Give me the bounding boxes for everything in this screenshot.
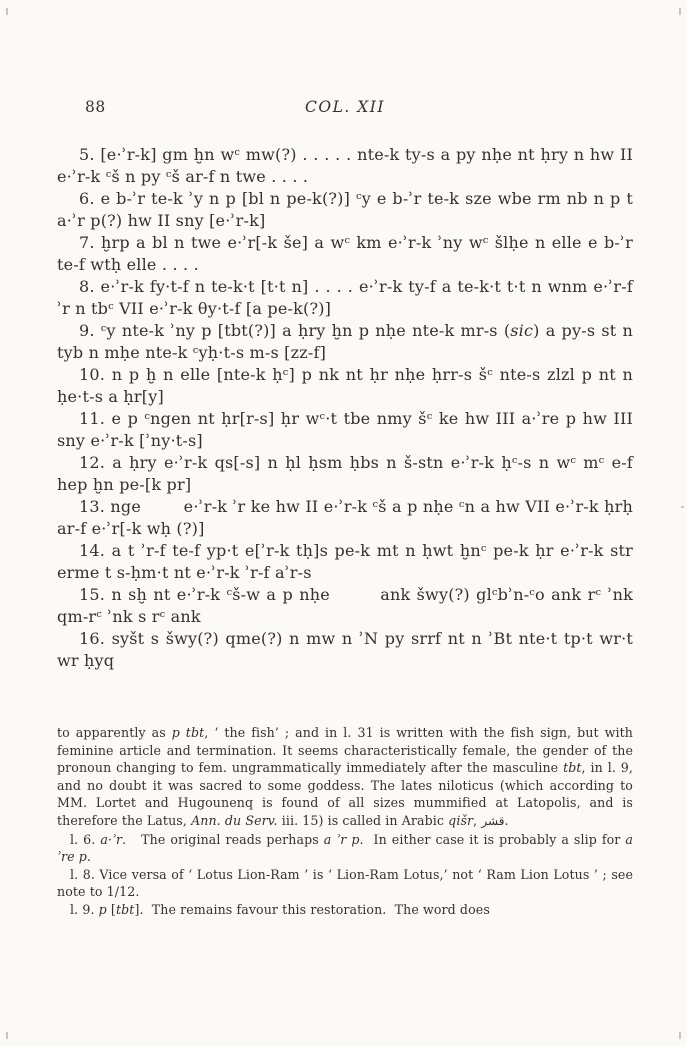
transliteration-block (57, 144, 633, 672)
transliteration-line-5: 5. [e·ʾr-k] gm ḫn wᶜ mw(?) . . . . . nte-k ty-s a py nḥe nt ḥry n hw II e·ʾr-k ᶜš n py ᶜš ar-f n twe . . . . (57, 145, 633, 186)
transliteration-line-7: 7. ḫrp a bl n twe e·ʾr[-k še] a wᶜ km e·ʾr-k ʾny wᶜ šlḥe n elle e b-ʾr te-f wtḥ elle . . . . (57, 233, 633, 274)
footnote-continuation: to apparently as p tbt, ‘ the fish’ ; and in l. 31 is written with the fish sign, but with feminine article and termination. It seems characteristically female, the gender of the pronoun changing to fem. ungrammatically immediately after the masculine tbt, in l. 9, and no doubt it was sacred to some goddess. The lates niloticus (which according to MM. Lortet and Hugounenq is found of all sizes mummified at Latopolis, and is therefore the Latus, Ann. du Serv. iii. 15) is called in Arabic qišr, قشر. (57, 725, 634, 828)
scan-mark-right-middle (681, 506, 684, 508)
transliteration-line-13: 13. nge e·ʾr-k ʾr ke hw II e·ʾr-k ᶜš a p nḥe ᶜn a hw VII e·ʾr-k ḥrḥ ar-f e·ʾr[-k wḥ (?)] (57, 497, 633, 538)
scan-mark-bottom-right (679, 1032, 681, 1039)
transliteration-line-10: 10. n p ḫ n elle [nte-k ḥᶜ] p nk nt ḥr nḥe ḥrr-s šᶜ nte-s zlzl p nt n ḥe·t-s a ḥr[y] (57, 365, 633, 406)
footnotes-block (57, 724, 633, 919)
transliteration-line-9: 9. ᶜy nte-k ʾny p [tbt(?)] a ḥry ḫn p nḥe nte-k mr-s (sic) a py-s st n tyb n mḥe nte-k ᶜyḥ·t-s m-s [zz-f] (57, 321, 633, 362)
scan-mark-top-left (6, 8, 8, 15)
scan-mark-top-right (679, 8, 681, 15)
page-number: 88 (85, 98, 106, 116)
column-header: COL. XII (305, 98, 385, 116)
transliteration-line-15: 15. n sḫ nt e·ʾr-k ᶜš-w a p nḥe ank šwy(?) glᶜbʾn-ᶜo ank rᶜ ʾnk qm-rᶜ ʾnk s rᶜ ank (57, 585, 633, 626)
transliteration-line-14: 14. a t ʾr-f te-f yp·t e[ʾr-k tḥ]s pe-k mt n ḥwt ḫnᶜ pe-k ḥr e·ʾr-k str erme t s-ḥm·t nt e·ʾr-k ʾr-f aʾr-s (57, 541, 633, 582)
transliteration-line-8: 8. e·ʾr-k fy·t-f n te-k·t [t·t n] . . . . e·ʾr-k ty-f a te-k·t t·t n wnm e·ʾr-f ʾr n tbᶜ VII e·ʾr-k θy·t-f [a pe-k(?)] (57, 277, 633, 318)
footnote-line-8: l. 8. Vice versa of ‘ Lotus Lion-Ram ’ is ‘ Lion-Ram Lotus,’ not ‘ Ram Lion Lotus ’ ; see note to 1/12. (57, 866, 633, 900)
scan-mark-bottom-left (6, 1032, 8, 1039)
transliteration-line-6: 6. e b-ʾr te-k ʾy n p [bl n pe-k(?)] ᶜy e b-ʾr te-k sze wbe rm nb n p t a·ʾr p(?) hw II sny [e·ʾr-k] (57, 189, 633, 230)
page-header (57, 98, 633, 120)
footnote-line-9: l. 9. p [tbt]. The remains favour this restoration. The word does (70, 901, 490, 917)
page-content (57, 98, 633, 919)
transliteration-line-16: 16. syšt s šwy(?) qme(?) n mw n ʾN py srrf nt n ʾBt nte·t tp·t wr·t wr ḥyq (57, 629, 633, 670)
transliteration-line-12: 12. a ḥry e·ʾr-k qs[-s] n ḥl ḥsm ḥbs n š-stn e·ʾr-k ḥᶜ-s n wᶜ mᶜ e-f hep ḫn pe-[k pr] (57, 453, 633, 494)
transliteration-line-11: 11. e p ᶜngen nt ḥr[r-s] ḥr wᶜ·t tbe nmy šᶜ ke hw III a·ʾre p hw III sny e·ʾr-k [ʾny·t-s] (57, 409, 633, 450)
footnote-line-6: l. 6. a·ʾr. The original reads perhaps a ʾr p. In either case it is probably a slip for a ʾre p. (57, 831, 633, 865)
